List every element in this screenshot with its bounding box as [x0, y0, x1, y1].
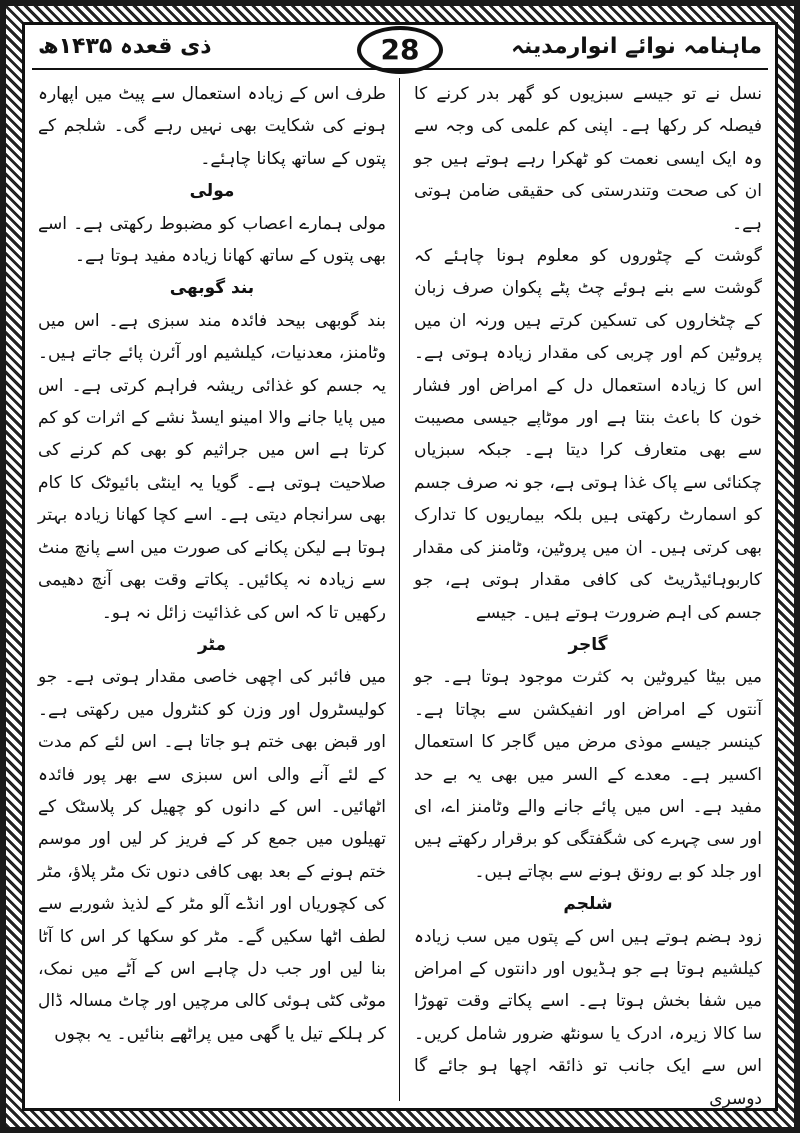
page-header: [32, 30, 768, 64]
paragraph: طرف اس کے زیادہ استعمال سے پیٹ میں اپھارہ ہونے کی شکایت بھی نہیں رہے گی۔ شلجم کے پتوں کے ساتھ پکانا چاہئے۔: [38, 84, 386, 169]
header-divider: [32, 68, 768, 70]
paragraph: مولی ہمارے اعصاب کو مضبوط رکھتی ہے۔ اسے بھی پتوں کے ساتھ کھانا زیادہ مفید ہوتا ہے۔: [38, 213, 386, 267]
issue-date: ذی قعدہ ۱۴۳۵ھ: [38, 34, 212, 59]
section-heading-shaljam: شلجم: [563, 894, 613, 915]
section-heading-gajar: گاجر: [568, 634, 608, 655]
section-heading-matar: مٹر: [197, 634, 227, 655]
left-column: [38, 78, 386, 1101]
paragraph: زود ہضم ہوتے ہیں اس کے پتوں میں سب زیادہ کیلشیم ہوتا ہے جو ہڈیوں اور دانتوں کے امراض میں شفا بخش ہوتا ہے۔ اسے پکاتے وقت تھوڑا سا کالا زیرہ، ادرک یا سونٹھ ضرور شامل کریں۔ اس سے ایک جانب تو ذائقہ اچھا ہو جائے گا دوسری: [414, 926, 762, 1109]
section-heading-bandgobhi: بند گوبھی: [169, 278, 255, 299]
paragraph: میں فائبر کی اچھی خاصی مقدار ہوتی ہے۔ جو کولیسٹرول اور وزن کو کنٹرول میں رکھتی ہے۔ اور قبض بھی ختم ہو جاتا ہے۔ اس لئے کم مدت کے لئے آنے والی اس سبزی سے بھر پور فائدہ اٹھائیں۔ اس کے دانوں کو چھیل کر پلاسٹک کے تھیلوں میں جمع کر کے فریز کر لیں اور موسم ختم ہونے کے بعد بھی کافی دنوں تک مٹر پلاؤ، مٹر کی کچوریاں اور انڈے آلو مٹر کے لذیذ شوربے سے لطف اٹھا سکیں گے۔ مٹر کو سکھا کر اس کا آٹا بنا لیں اور جب دل چاہے اس کے آٹے میں نمک، موٹی کٹی ہوئی کالی مرچیں اور چاٹ مسالہ ڈال کر ہلکے تیل یا گھی میں پراٹھے بنائیں۔ یہ بچوں: [38, 667, 386, 1044]
column-divider: [399, 78, 400, 1101]
paragraph: بند گوبھی بیحد فائدہ مند سبزی ہے۔ اس میں وٹامنز، معدنیات، کیلشیم اور آئرن پائے جاتے ہیں۔ یہ جسم کو غذائی ریشہ فراہم کرتی ہے۔ اس میں پایا جانے والا امینو ایسڈ نشے کے اثرات کو کم کرتا ہے اس میں جراثیم کو بھی کم کرنے کی صلاحیت ہوتی ہے۔ گویا یہ اینٹی بائیوٹک کا کام بھی سرانجام دیتی ہے۔ اسے کچا کھانا زیادہ بہتر ہوتا ہے لیکن پکانے کی صورت میں اسے پانچ منٹ سے زیادہ نہ پکائیں۔ پکاتے وقت بھی آنچ دھیمی رکھیں تا کہ اس کی غذائیت زائل نہ ہو۔: [38, 310, 386, 623]
paragraph: میں بیٹا کیروٹین بہ کثرت موجود ہوتا ہے۔ جو آنتوں کے امراض اور انفیکشن سے بچاتا ہے۔ کینسر جیسے موذی مرض میں گاجر کا استعمال اکسیر ہے۔ معدے کے السر میں بھی یہ بے حد مفید ہے۔ اس میں پائے جانے والے وٹامنز اے، ای اور سی چہرے کی شگفتگی کو برقرار رکھتے ہیں اور جلد کو بے رونق ہونے سے بچاتے ہیں۔: [414, 667, 762, 882]
paragraph: نسل نے تو جیسے سبزیوں کو گھر بدر کرنے کا فیصلہ کر رکھا ہے۔ اپنی کم علمی کی وجہ سے وہ ایک ایسی نعمت کو ٹھکرا رہے ہوتے ہیں جو ان کی صحت وتندرستی کی حقیقی ضامن ہوتی ہے۔: [414, 84, 762, 234]
paragraph: گوشت کے چٹوروں کو معلوم ہونا چاہئے کہ گوشت سے بنے ہوئے چٹ پٹے پکوان صرف زبان کے چٹخاروں کی تسکین کرتے ہیں ورنہ ان میں پروٹین کم اور چربی کی مقدار زیادہ ہوتی ہے۔اس کا زیادہ استعمال دل کے امراض اور فشار خون کا باعث بنتا ہے اور موٹاپے جیسی مصیبت سے بھی متعارف کرا دیتا ہے۔ جبکہ سبزیاں چکنائی سے پاک غذا ہوتی ہے، جو نہ صرف جسم کو اسمارٹ رکھتی ہیں بلکہ بیماریوں کا تدارک بھی کرتی ہیں۔ ان میں پروٹین، وٹامنز کی مقدار کاربوہائیڈریٹ کی کافی مقدار ہوتی ہے، جو جسم کی اہم ضرورت ہوتے ہیں۔ جیسے: [414, 246, 762, 623]
section-heading-mooli: مولی: [189, 181, 235, 202]
magazine-title: ماہنامہ نوائے انوارمدینہ: [511, 34, 762, 59]
right-column: [414, 78, 762, 1109]
page-number: 28: [357, 26, 443, 74]
